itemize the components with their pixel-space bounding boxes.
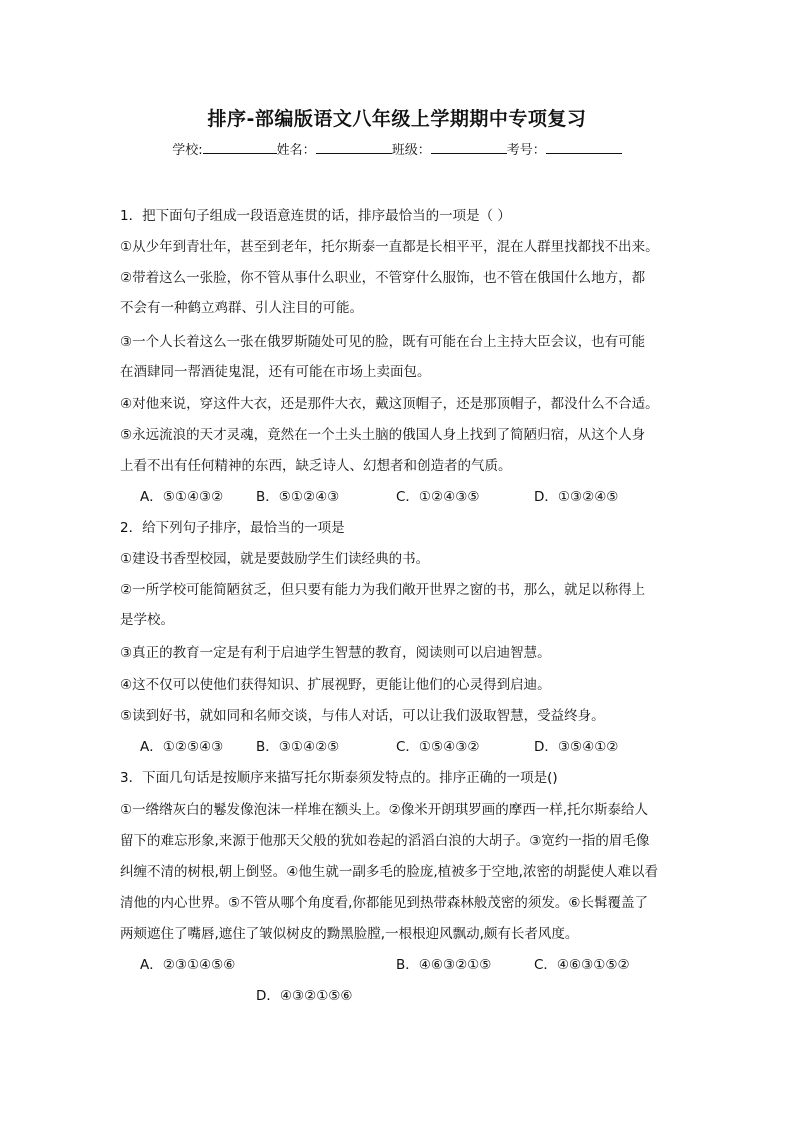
q2-sentence-5: ⑤读到好书，就如同和名师交谈，与伟人对话，可以让我们汲取智慧，受益终身。 — [120, 708, 605, 724]
q3-option-b[interactable]: B．④⑥③②①⑤ — [396, 957, 492, 973]
class-label: 班级： — [391, 143, 431, 158]
q1-sentence-3-line-1: ③一个人长着这么一张在俄罗斯随处可见的脸，既有可能在台上主持大臣会议，也有可能 — [120, 334, 646, 350]
question-2-stem: 2．给下列句子排序，最恰当的一项是 — [120, 520, 345, 536]
class-blank — [431, 141, 507, 154]
q1-sentence-5-line-2: 上看不出有任何精神的东西，缺乏诗人、幻想者和创造者的气质。 — [120, 458, 512, 474]
q2-option-c[interactable]: C．①⑤④③② — [396, 739, 480, 755]
q3-text-line-3: 纠缠不清的树根,朝上倒竖。④他生就一副多毛的脸庞,植被多于空地,浓密的胡髭使人难以看 — [120, 864, 658, 880]
q1-sentence-2-line-2: 不会有一种鹤立鸡群、引人注目的可能。 — [120, 300, 363, 316]
school-label: 学校: — [172, 143, 203, 158]
q2-sentence-4: ④这不仅可以使他们获得知识、扩展视野，更能让他们的心灵得到启迪。 — [120, 677, 551, 693]
q1-sentence-1: ①从少年到青壮年，甚至到老年，托尔斯泰一直都是长相平平，混在人群里找都找不出来。 — [120, 239, 659, 255]
q2-option-a[interactable]: A．①②⑤④③ — [140, 739, 224, 755]
q1-sentence-5-line-1: ⑤永远流浪的天才灵魂，竟然在一个土头土脑的俄国人身上找到了简陋归宿，从这个人身 — [120, 427, 646, 443]
q3-text-line-1: ①一绺绺灰白的鬈发像泡沫一样堆在额头上。②像米开朗琪罗画的摩西一样,托尔斯泰给人 — [120, 802, 648, 818]
name-blank — [316, 141, 392, 154]
name-label: 姓名： — [276, 143, 316, 158]
q1-option-a[interactable]: A．⑤①④③② — [140, 489, 224, 505]
q1-option-c[interactable]: C．①②④③⑤ — [396, 489, 480, 505]
q2-sentence-3: ③真正的教育一定是有利于启迪学生智慧的教育，阅读则可以启迪智慧。 — [120, 645, 551, 661]
question-3-stem: 3．下面几句话是按顺序来描写托尔斯泰须发特点的。排序正确的一项是() — [120, 770, 558, 786]
q3-text-line-5: 两颊遮住了嘴唇,遮住了皱似树皮的黝黑脸膛,一根根迎风飘动,颇有长者风度。 — [120, 926, 579, 942]
q1-sentence-4: ④对他来说，穿这件大衣，还是那件大衣，戴这顶帽子，还是那顶帽子，都没什么不合适。 — [120, 396, 659, 412]
q2-option-d[interactable]: D．③⑤④①② — [534, 739, 619, 755]
q2-option-b[interactable]: B．③①④②⑤ — [256, 739, 340, 755]
q2-sentence-2-line-1: ②一所学校可能简陋贫乏，但只要有能力为我们敞开世界之窗的书，那么，就足以称得上 — [120, 582, 646, 598]
id-blank — [546, 141, 622, 154]
q3-text-line-4: 清他的内心世界。⑤不管从哪个角度看,你都能见到热带森林般茂密的须发。⑥长髯覆盖了 — [120, 895, 648, 911]
q2-sentence-2-line-2: 是学校。 — [120, 612, 174, 628]
q3-option-a[interactable]: A．②③①④⑤⑥ — [140, 957, 236, 973]
q3-option-d[interactable]: D．④③②①⑤⑥ — [256, 988, 353, 1004]
q1-option-b[interactable]: B．⑤①②④③ — [256, 489, 340, 505]
student-info-row — [0, 139, 794, 158]
q3-text-line-2: 留下的难忘形象,来源于他那天父般的犹如卷起的滔滔白浪的大胡子。③宽约一指的眉毛像 — [120, 833, 650, 849]
page-title: 排序-部编版语文八年级上学期期中专项复习 — [207, 108, 587, 130]
q3-option-c[interactable]: C．④⑥③①⑤② — [534, 957, 630, 973]
q1-sentence-2-line-1: ②带着这么一张脸，你不管从事什么职业，不管穿什么服饰，也不管在俄国什么地方，都 — [120, 270, 646, 286]
school-blank — [203, 141, 277, 154]
id-label: 考号： — [506, 143, 546, 158]
q2-sentence-1: ①建设书香型校园，就是要鼓励学生们读经典的书。 — [120, 551, 430, 567]
q1-sentence-3-line-2: 在酒肆同一帮酒徒鬼混，还有可能在市场上卖面包。 — [120, 364, 431, 380]
q1-option-d[interactable]: D．①③②④⑤ — [534, 489, 619, 505]
question-1-stem: 1．把下面句子组成一段语意连贯的话，排序最恰当的一项是（ ） — [120, 208, 511, 224]
